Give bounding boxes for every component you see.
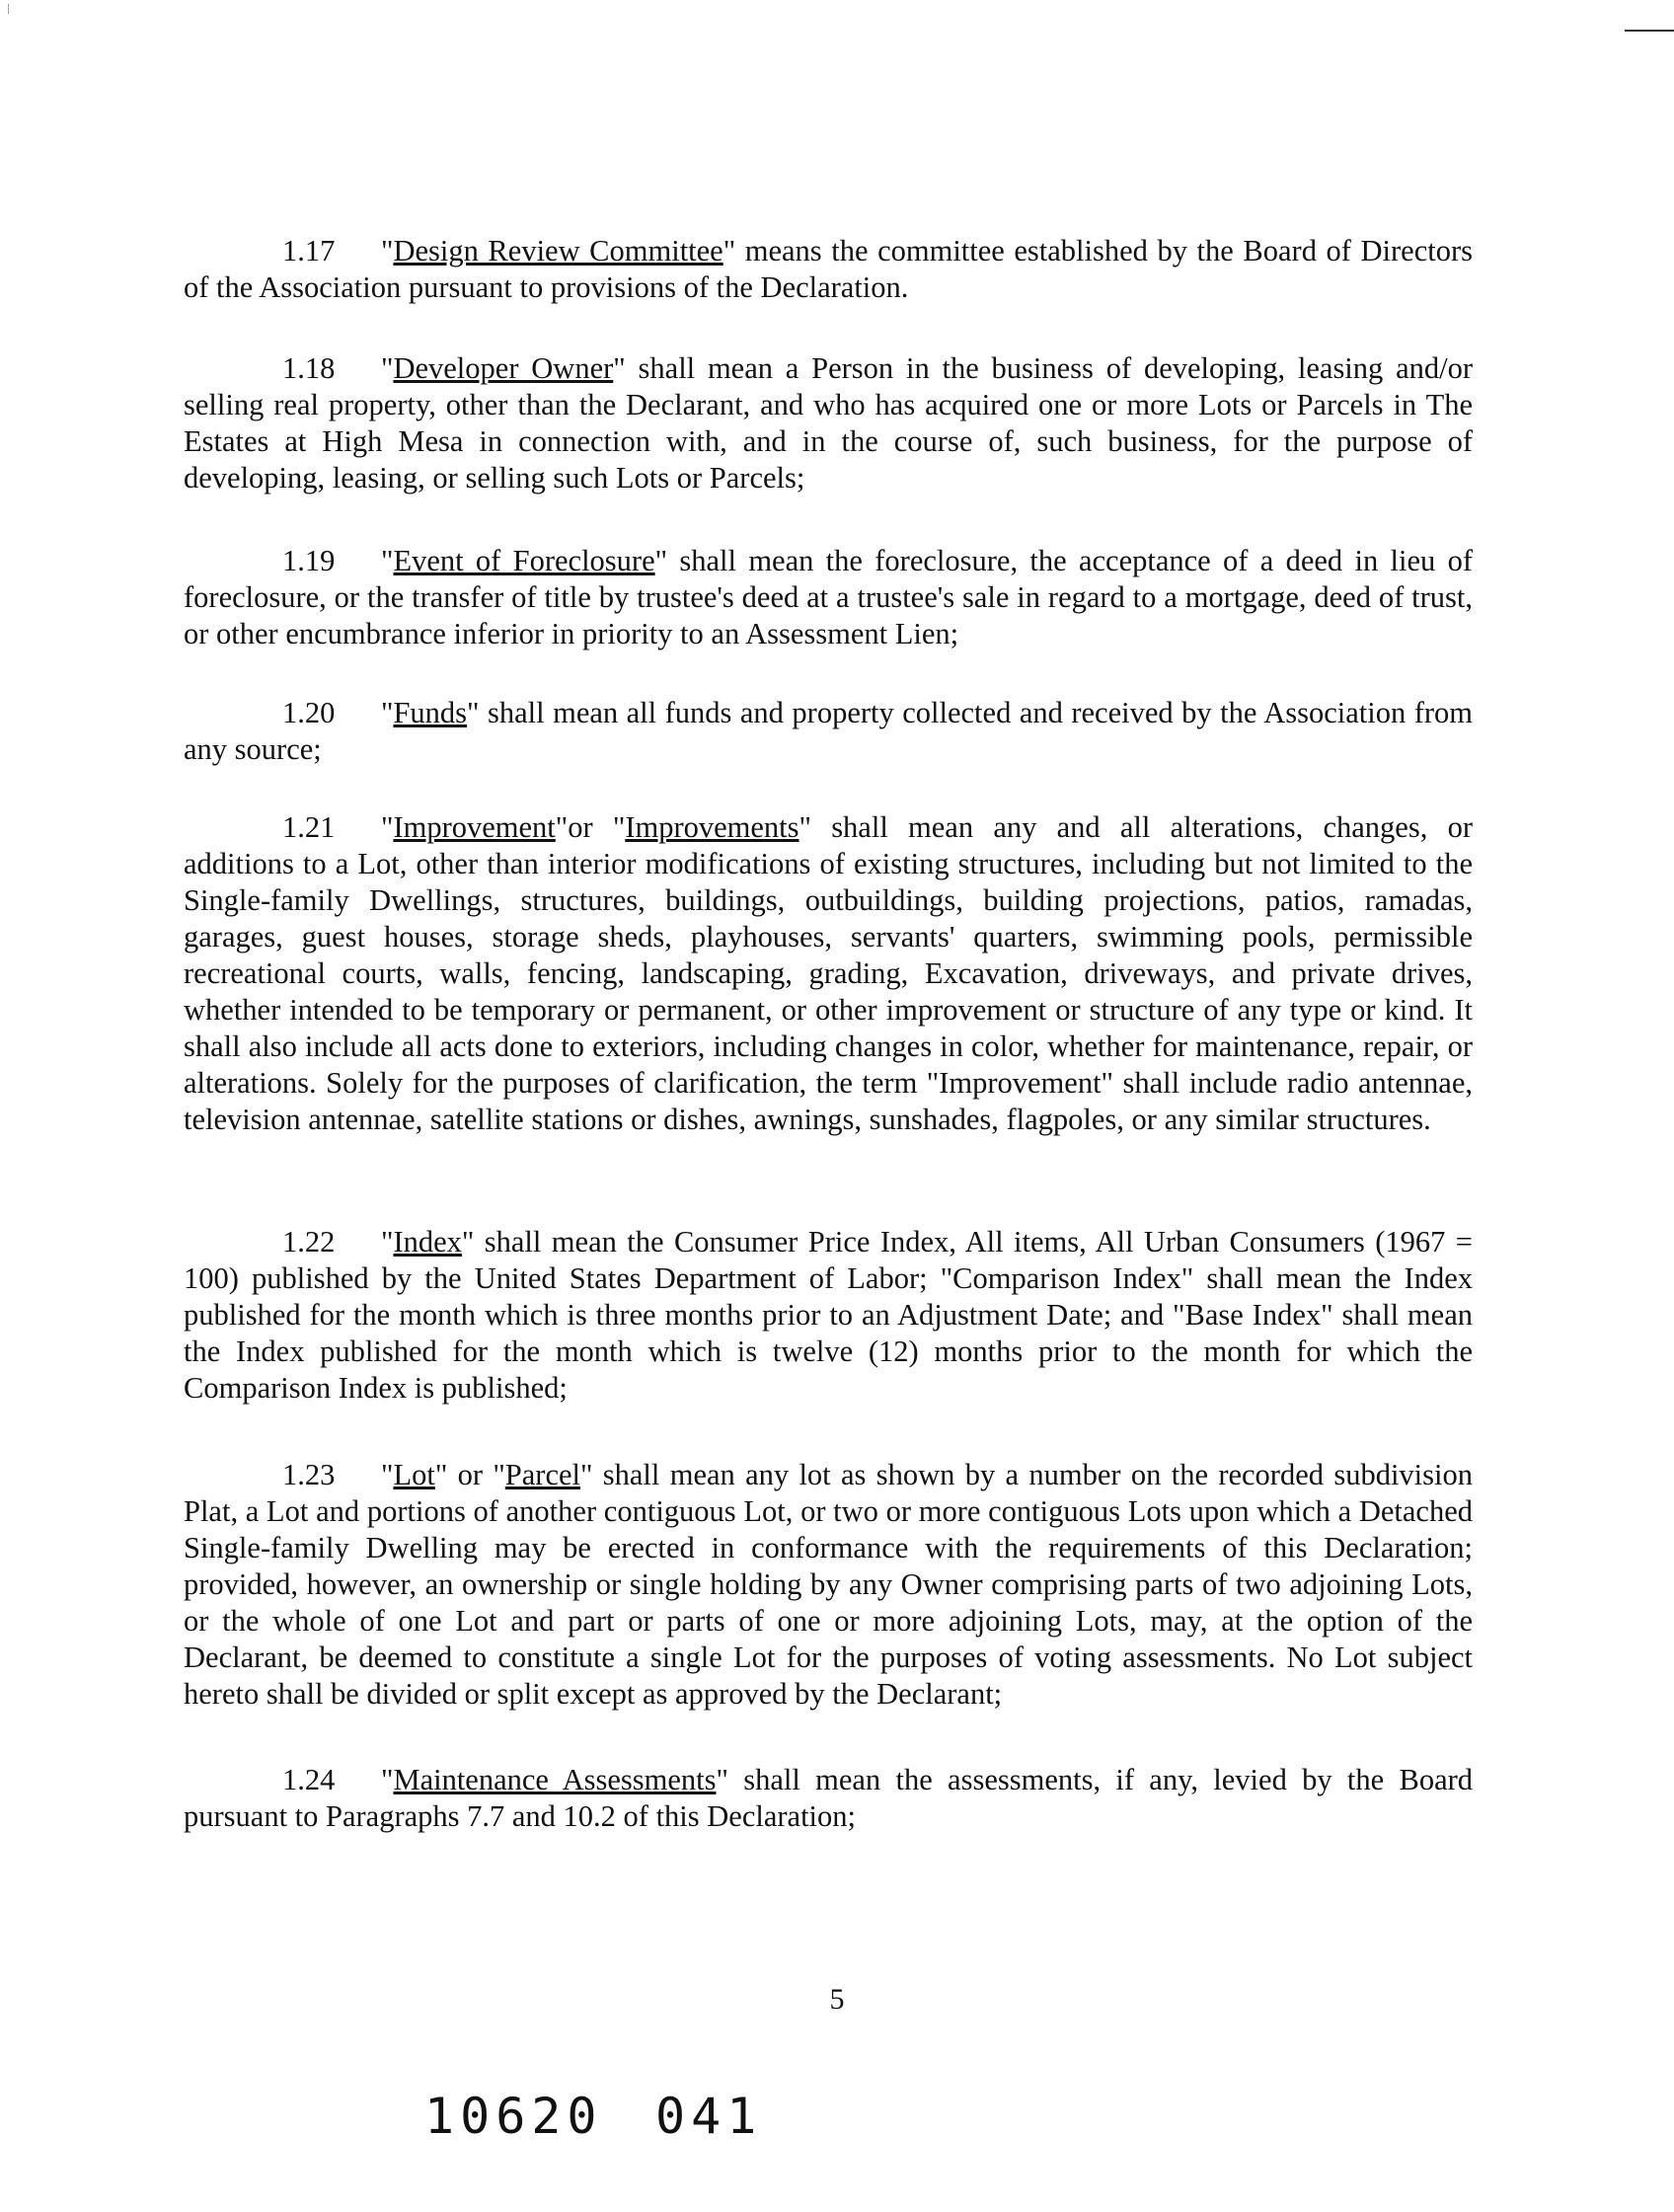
paragraph-body: " shall mean all funds and property collected and received by the Association from any source; xyxy=(184,696,1473,766)
paragraph-number: 1.22 xyxy=(282,1225,336,1259)
paragraph-number: 1.19 xyxy=(282,544,336,577)
defined-term-2: Parcel xyxy=(504,1458,580,1491)
scan-edge-rule xyxy=(1625,30,1674,32)
paragraph-number: 1.18 xyxy=(282,351,336,385)
paragraph-1-19: 1.19 "Event of Foreclosure" shall mean the foreclosure, the acceptance of a deed in lieu of foreclosure, or the transfer of title by trustee's deed at a trustee's sale in regard to a mortgage, deed of trust, or other encumbrance inferior in priority to an Assessment Lien; xyxy=(184,544,1474,650)
paragraph-number: 1.20 xyxy=(282,696,336,729)
paragraph-body: " shall mean the foreclosure, the acceptance of a deed in lieu of foreclosure, or the transfer of title by trustee's deed at a trustee's sale in regard to a mortgage, deed of trust, or other encumbrance inferior in priority to an Assessment Lien; xyxy=(184,544,1474,650)
paragraph-1-20: 1.20 "Funds" shall mean all funds and property collected and received by the Association from any source; xyxy=(184,696,1473,766)
paragraph-1-21: 1.21 "Improvement"or "Improvements" shall mean any and all alterations, changes, or additions to a Lot, other than interior modifications of existing structures, including but not limited to the Single-family Dwellings, structures, buildings, outbuildings, building projections, patios, ramadas, garages, guest houses, storage sheds, playhouses, servants' quarters, swimming pools, permissible recreational courts, walls, fencing, landscaping, grading, Excavation, driveways, and private drives, whether intended to be temporary or permanent, or other improvement or structure of any type or kind. It shall also include all acts done to exteriors, including changes in color, whether for maintenance, repair, or alterations. Solely for the purposes of clarification, the term "Improvement" shall include radio antennae, television antennae, satellite stations or dishes, awnings, sunshades, flagpoles, or any similar structures. xyxy=(184,810,1473,1136)
paragraph-1-17: 1.17 "Design Review Committee" means the committee established by the Board of Directors of the Association pursuant to provisions of the Declaration. xyxy=(184,234,1473,304)
recording-stamp-page: 041 xyxy=(655,2088,763,2145)
defined-term: Design Review Committee xyxy=(393,234,723,267)
defined-term: Maintenance Assessments xyxy=(393,1763,717,1796)
paragraph-number: 1.21 xyxy=(282,810,336,844)
paragraph-1-18: 1.18 "Developer Owner" shall mean a Person in the business of developing, leasing and/or selling real property, other than the Declarant, and who has acquired one or more Lots or Parcels in The Estates at High Mesa in connection with, and in the course of, such business, for the purpose of developing, leasing, or selling such Lots or Parcels; xyxy=(184,351,1474,495)
paragraph-body: " shall mean any lot as shown by a number on the recorded subdivision Plat, a Lot and portions of another contiguous Lot, or two or more contiguous Lots upon which a Detached Single-family Dwelling may be erected in conformance with the requirements of this Declaration; provided, however, an ownership or single holding by any Owner comprising parts of two adjoining Lots, or the whole of one Lot and part or parts of one or more adjoining Lots, may, at the option of the Declarant, be deemed to constitute a single Lot for the purposes of voting assessments. No Lot subject hereto shall be divided or split except as approved by the Declarant; xyxy=(184,1458,1473,1711)
paragraph-1-24: 1.24 "Maintenance Assessments" shall mean the assessments, if any, levied by the Board pursuant to Paragraphs 7.7 and 10.2 of this Declaration; xyxy=(184,1763,1474,1833)
paragraph-body: " means the committee established by the Board of Directors of the Association pursuant to provisions of the Declaration. xyxy=(184,234,1473,304)
defined-term: Event of Foreclosure xyxy=(393,544,655,577)
page-number: 5 xyxy=(829,1983,845,2016)
recording-stamp-book: 10620 xyxy=(424,2088,603,2145)
paragraph-body: " shall mean the assessments, if any, levied by the Board pursuant to Paragraphs 7.7 and 10.2 of this Declaration; xyxy=(184,1763,1474,1833)
defined-term: Developer Owner xyxy=(393,351,614,385)
paragraph-body: " shall mean any and all alterations, changes, or additions to a Lot, other than interior modifications of existing structures, including but not limited to the Single-family Dwellings, structures, buildings, outbuildings, building projections, patios, ramadas, garages, guest houses, storage sheds, playhouses, servants' quarters, swimming pools, permissible recreational courts, walls, fencing, landscaping, grading, Excavation, driveways, and private drives, whether intended to be temporary or permanent, or other improvement or structure of any type or kind. It shall also include all acts done to exteriors, including changes in color, whether for maintenance, repair, or alterations. Solely for the purposes of clarification, the term "Improvement" shall include radio antennae, television antennae, satellite stations or dishes, awnings, sunshades, flagpoles, or any similar structures. xyxy=(184,810,1473,1136)
paragraph-body: " shall mean the Consumer Price Index, All items, All Urban Consumers (1967 = 100) published by the United States Department of Labor; "Comparison Index" shall mean the Index published for the month which is three months prior to an Adjustment Date; and "Base Index" shall mean the Index published for the month which is twelve (12) months prior to the month for which the Comparison Index is published; xyxy=(184,1225,1473,1405)
paragraph-body: " shall mean a Person in the business of developing, leasing and/or selling real property, other than the Declarant, and who has acquired one or more Lots or Parcels in The Estates at High Mesa in connection with, and in the course of, such business, for the purpose of developing, leasing, or selling such Lots or Parcels; xyxy=(184,351,1474,495)
defined-term: Lot xyxy=(393,1458,435,1491)
paragraph-1-23: 1.23 "Lot" or "Parcel" shall mean any lot as shown by a number on the recorded subdivision Plat, a Lot and portions of another contiguous Lot, or two or more contiguous Lots upon which a Detached Single-family Dwelling may be erected in conformance with the requirements of this Declaration; provided, however, an ownership or single holding by any Owner comprising parts of two adjoining Lots, or the whole of one Lot and part or parts of one or more adjoining Lots, may, at the option of the Declarant, be deemed to constitute a single Lot for the purposes of voting assessments. No Lot subject hereto shall be divided or split except as approved by the Declarant; xyxy=(184,1458,1473,1711)
paragraph-number: 1.24 xyxy=(282,1763,336,1796)
defined-term: Index xyxy=(393,1225,462,1259)
defined-term: Funds xyxy=(393,696,468,729)
paragraph-number: 1.23 xyxy=(282,1458,336,1491)
paragraph-number: 1.17 xyxy=(282,234,336,267)
paragraph-1-22: 1.22 "Index" shall mean the Consumer Price Index, All items, All Urban Consumers (1967 = 100) published by the United States Department of Labor; "Comparison Index" shall mean the Index published for the month which is three months prior to an Adjustment Date; and "Base Index" shall mean the Index published for the month which is twelve (12) months prior to the month for which the Comparison Index is published; xyxy=(184,1225,1473,1405)
defined-term: Improvement xyxy=(393,810,556,844)
scan-corner-mark xyxy=(8,4,19,14)
defined-term-2: Improvements xyxy=(625,810,799,844)
